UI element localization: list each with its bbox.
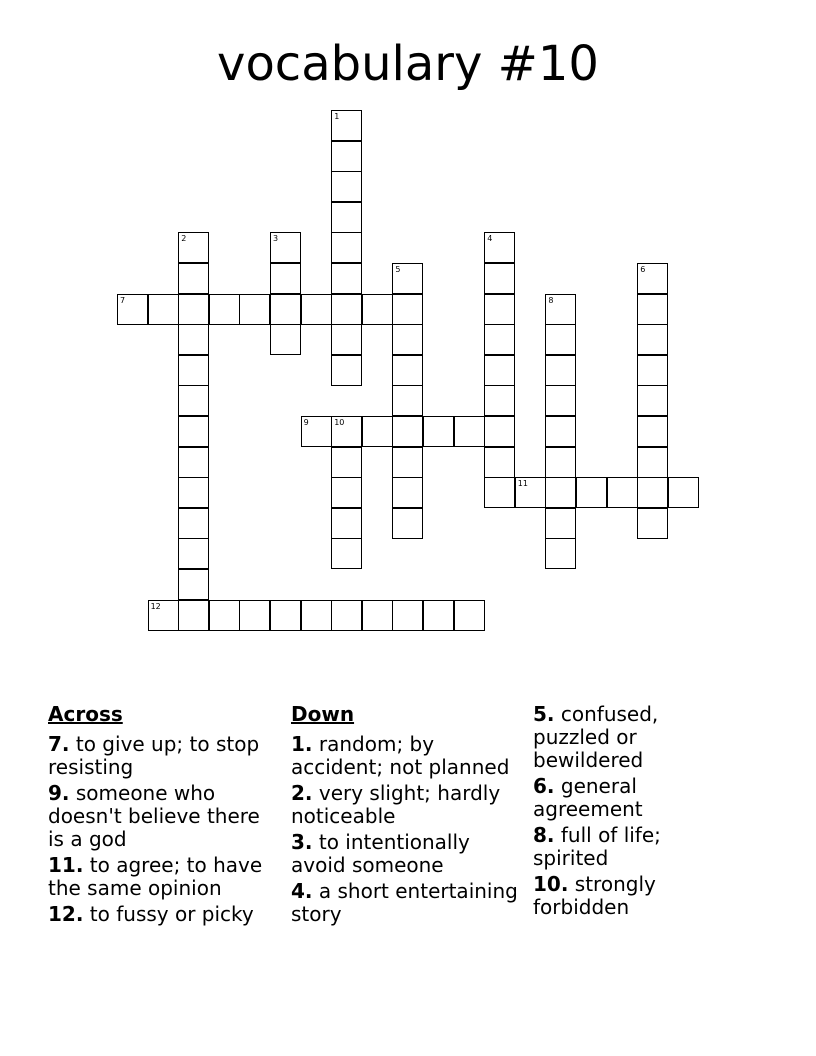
clue-number: 6.: [533, 774, 555, 798]
grid-cell[interactable]: [301, 600, 332, 631]
across-heading: Across: [48, 702, 123, 726]
grid-cell[interactable]: [423, 600, 454, 631]
grid-cell[interactable]: [545, 385, 576, 416]
clue-number: 3.: [291, 830, 313, 854]
grid-cell[interactable]: [331, 416, 362, 447]
grid-cell[interactable]: [178, 355, 209, 386]
grid-cell[interactable]: [331, 171, 362, 202]
grid-cell[interactable]: [637, 355, 668, 386]
grid-cell[interactable]: [331, 110, 362, 141]
clue-down-8: [533, 824, 733, 870]
grid-cell[interactable]: [637, 324, 668, 355]
grid-cell[interactable]: [331, 324, 362, 355]
clue-number: 9.: [48, 781, 70, 805]
grid-cell[interactable]: [637, 385, 668, 416]
grid-cell[interactable]: [392, 385, 423, 416]
clue-number: 2.: [291, 781, 313, 805]
cell-number: 5: [395, 265, 401, 274]
grid-cell[interactable]: [607, 477, 638, 508]
down-clues-continued: [533, 703, 733, 922]
grid-cell[interactable]: [637, 263, 668, 294]
cell-number: 3: [273, 234, 279, 244]
grid-cell[interactable]: [178, 324, 209, 355]
grid-cell[interactable]: [392, 447, 423, 478]
clue-number: 12.: [48, 902, 84, 926]
grid-cell[interactable]: [392, 355, 423, 386]
grid-cell[interactable]: [392, 263, 423, 294]
grid-cell[interactable]: [178, 294, 209, 325]
clue-across-12: [48, 903, 280, 926]
grid-cell[interactable]: [637, 447, 668, 478]
clue-text: to agree; to have the same opinion: [48, 853, 263, 900]
cell-number: 11: [517, 479, 528, 489]
grid-cell[interactable]: [239, 600, 270, 631]
grid-cell[interactable]: [148, 600, 179, 631]
grid-cell[interactable]: [178, 477, 209, 508]
grid-cell[interactable]: [178, 508, 209, 539]
grid-cell[interactable]: [209, 600, 240, 631]
grid-cell[interactable]: [301, 294, 332, 325]
grid-cell[interactable]: [637, 294, 668, 325]
clue-down-10: [533, 873, 733, 919]
cell-number: 4: [487, 234, 493, 244]
grid-cell[interactable]: [392, 600, 423, 631]
grid-cell[interactable]: [484, 416, 515, 447]
grid-cell[interactable]: [178, 232, 209, 263]
grid-cell[interactable]: [331, 508, 362, 539]
cell-number: 8: [548, 295, 554, 305]
grid-cell[interactable]: [178, 538, 209, 569]
grid-cell[interactable]: [178, 447, 209, 478]
clue-number: 7.: [48, 732, 70, 756]
grid-cell[interactable]: [148, 294, 179, 325]
grid-cell[interactable]: [362, 600, 393, 631]
clue-number: 10.: [533, 872, 569, 896]
grid-cell[interactable]: [545, 508, 576, 539]
cell-number: 9: [303, 418, 309, 427]
grid-cell[interactable]: [484, 447, 515, 478]
clue-down-3: [291, 831, 527, 877]
clue-down-5: [533, 703, 733, 772]
grid-cell[interactable]: [484, 232, 515, 263]
grid-cell[interactable]: [301, 416, 332, 447]
grid-cell[interactable]: [331, 202, 362, 233]
across-clues: [48, 703, 280, 929]
grid-cell[interactable]: [545, 324, 576, 355]
clue-text: random; by accident; not planned: [291, 732, 510, 779]
grid-cell[interactable]: [484, 385, 515, 416]
down-heading: Down: [291, 702, 355, 726]
clue-text: to give up; to stop resisting: [48, 732, 260, 779]
down-clues: [291, 703, 527, 929]
cell-number: 1: [334, 112, 340, 121]
clue-number: 11.: [48, 853, 84, 877]
clue-text: full of life; spirited: [533, 823, 661, 870]
clue-down-2: [291, 782, 527, 828]
grid-cell[interactable]: [484, 294, 515, 325]
grid-cell[interactable]: [270, 324, 301, 355]
grid-cell[interactable]: [178, 263, 209, 294]
clue-across-11: [48, 854, 280, 900]
grid-cell[interactable]: [362, 416, 393, 447]
puzzle-title: vocabulary #10: [217, 36, 599, 92]
grid-cell[interactable]: [484, 355, 515, 386]
clue-across-9: [48, 782, 280, 851]
grid-cell[interactable]: [637, 416, 668, 447]
grid-cell[interactable]: [576, 477, 607, 508]
grid-cell[interactable]: [392, 416, 423, 447]
grid-cell[interactable]: [117, 294, 148, 325]
clue-number: 4.: [291, 879, 313, 903]
grid-cell[interactable]: [362, 294, 393, 325]
cell-number: 10: [334, 418, 345, 427]
grid-cell[interactable]: [331, 232, 362, 263]
grid-cell[interactable]: [392, 324, 423, 355]
grid-cell[interactable]: [392, 508, 423, 539]
grid-cell[interactable]: [392, 294, 423, 325]
grid-cell[interactable]: [331, 263, 362, 294]
grid-cell[interactable]: [178, 385, 209, 416]
grid-cell[interactable]: [209, 294, 240, 325]
grid-cell[interactable]: [331, 477, 362, 508]
clue-text: someone who doesn't believe there is a god: [48, 781, 260, 851]
clue-down-4: [291, 880, 527, 926]
grid-cell[interactable]: [545, 477, 576, 508]
grid-cell[interactable]: [515, 477, 546, 508]
grid-cell[interactable]: [270, 263, 301, 294]
grid-cell[interactable]: [545, 355, 576, 386]
grid-cell[interactable]: [484, 477, 515, 508]
clue-text: to intentionally avoid someone: [291, 830, 470, 877]
grid-cell[interactable]: [331, 538, 362, 569]
cell-number: 2: [181, 234, 187, 244]
grid-cell[interactable]: [484, 324, 515, 355]
clue-text: a short entertaining story: [291, 879, 518, 926]
grid-cell[interactable]: [545, 294, 576, 325]
clue-number: 5.: [533, 702, 555, 726]
grid-cell[interactable]: [484, 263, 515, 294]
clue-text: confused, puzzled or bewildered: [533, 702, 659, 772]
grid-cell[interactable]: [178, 416, 209, 447]
grid-cell[interactable]: [637, 477, 668, 508]
grid-cell[interactable]: [178, 600, 209, 631]
grid-cell[interactable]: [545, 416, 576, 447]
cell-number: 12: [150, 601, 161, 611]
grid-cell[interactable]: [270, 294, 301, 325]
grid-cell[interactable]: [331, 294, 362, 325]
grid-cell[interactable]: [331, 600, 362, 631]
cell-number: 6: [640, 265, 646, 274]
clue-text: general agreement: [533, 774, 643, 821]
grid-cell[interactable]: [270, 600, 301, 631]
grid-cell[interactable]: [331, 355, 362, 386]
grid-cell[interactable]: [331, 141, 362, 172]
grid-cell[interactable]: [270, 232, 301, 263]
clue-down-6: [533, 775, 733, 821]
grid-cell[interactable]: [392, 477, 423, 508]
grid-cell[interactable]: [178, 569, 209, 600]
grid-cell[interactable]: [454, 600, 485, 631]
grid-cell[interactable]: [423, 416, 454, 447]
clue-down-1: [291, 733, 527, 779]
clue-across-7: [48, 733, 280, 779]
grid-cell[interactable]: [545, 447, 576, 478]
grid-cell[interactable]: [545, 538, 576, 569]
grid-cell[interactable]: [454, 416, 485, 447]
clue-text: strongly forbidden: [533, 872, 656, 919]
grid-cell[interactable]: [637, 508, 668, 539]
clue-text: very slight; hardly noticeable: [291, 781, 501, 828]
clue-text: to fussy or picky: [89, 902, 254, 926]
cell-number: 7: [120, 295, 126, 305]
clue-number: 8.: [533, 823, 555, 847]
grid-cell[interactable]: [331, 447, 362, 478]
grid-cell[interactable]: [668, 477, 699, 508]
grid-cell[interactable]: [239, 294, 270, 325]
clue-number: 1.: [291, 732, 313, 756]
